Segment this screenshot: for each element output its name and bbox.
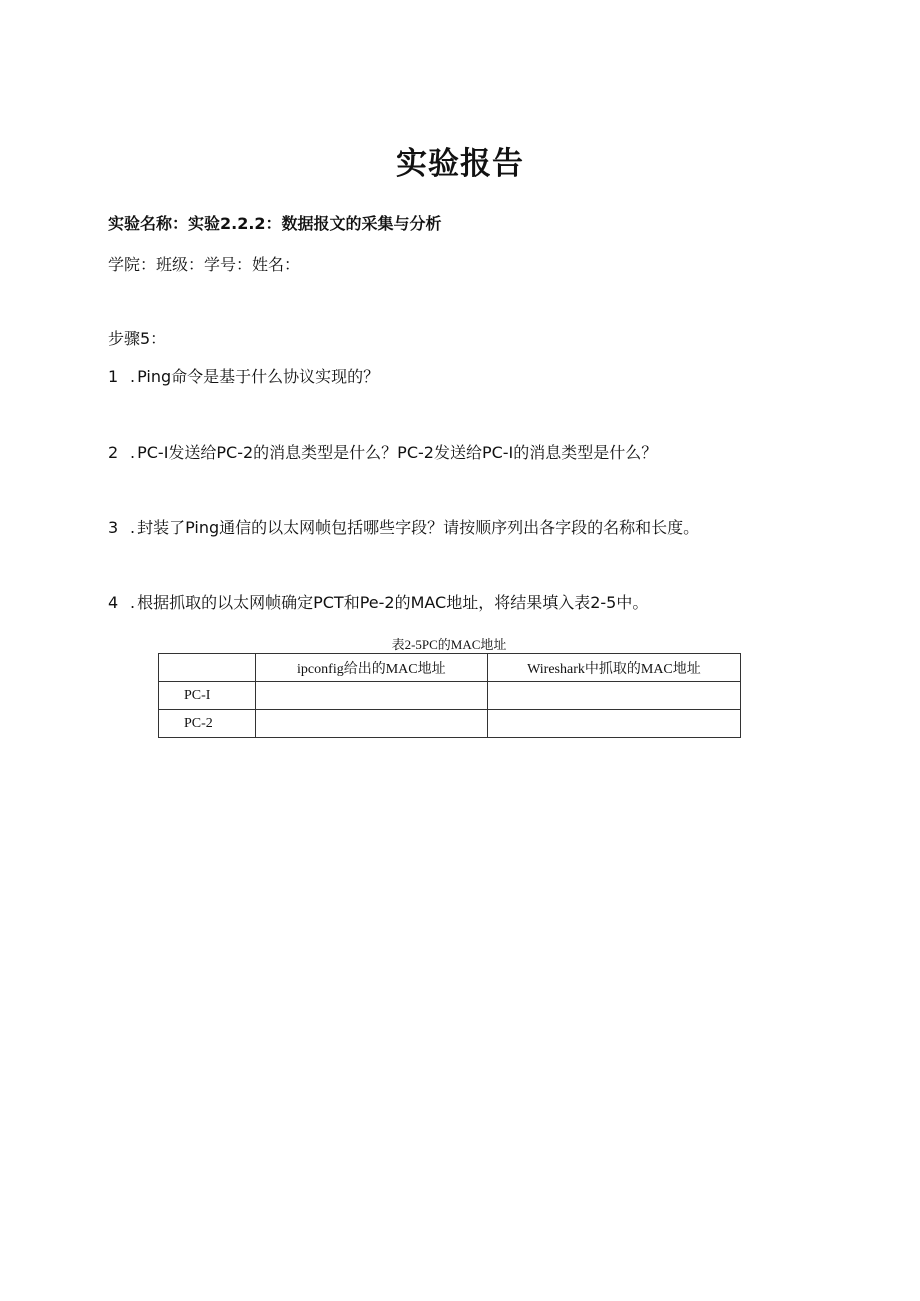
question-text: PC-I发送给PC-2的消息类型是什么？PC-2发送给PC-I的消息类型是什么？ — [137, 443, 658, 462]
cell-pc1-ipconfig-mac[interactable] — [255, 682, 487, 710]
question-2: 2 . PC-I发送给PC-2的消息类型是什么？PC-2发送给PC-I的消息类型是什么？ — [108, 443, 658, 462]
question-4: 4 . 根据抓取的以太网帧确定PCT和Pe-2的MAC地址，将结果填入表2-5中。 — [108, 593, 649, 612]
question-text: 根据抓取的以太网帧确定PCT和Pe-2的MAC地址，将结果填入表2-5中。 — [137, 593, 649, 612]
page-title: 实验报告 — [396, 146, 524, 182]
experiment-name: 实验名称：实验2.2.2：数据报文的采集与分析 — [108, 214, 442, 233]
question-text: 封装了Ping通信的以太网帧包括哪些字段？请按顺序列出各字段的名称和长度。 — [137, 518, 700, 537]
question-number: 3 — [108, 518, 119, 537]
question-3: 3 . 封装了Ping通信的以太网帧包括哪些字段？请按顺序列出各字段的名称和长度。 — [108, 518, 700, 537]
cell-pc2-wireshark-mac[interactable] — [487, 710, 740, 738]
table-row — [159, 682, 741, 710]
mac-address-table — [158, 653, 741, 738]
cell-pc1-wireshark-mac[interactable] — [487, 682, 740, 710]
table-row — [159, 710, 741, 738]
row-label-pc1: PC-I — [159, 682, 256, 710]
step-label: 步骤5： — [108, 329, 167, 348]
student-info-line: 学院：班级：学号：姓名： — [108, 255, 301, 274]
question-text: Ping命令是基于什么协议实现的？ — [137, 367, 380, 386]
cell-pc2-ipconfig-mac[interactable] — [255, 710, 487, 738]
question-number: 1 — [108, 367, 119, 386]
question-1: 1 . Ping命令是基于什么协议实现的？ — [108, 367, 380, 386]
row-label-pc2: PC-2 — [159, 710, 256, 738]
header-cell-ipconfig: ipconfig给出的MAC地址 — [255, 654, 487, 682]
table-header-row — [159, 654, 741, 682]
header-cell-wireshark: Wireshark中抓取的MAC地址 — [487, 654, 740, 682]
question-number: 4 — [108, 593, 119, 612]
header-cell-empty — [159, 654, 256, 682]
question-number: 2 — [108, 443, 119, 462]
table-caption: 表2-5PC的MAC地址 — [391, 637, 507, 652]
